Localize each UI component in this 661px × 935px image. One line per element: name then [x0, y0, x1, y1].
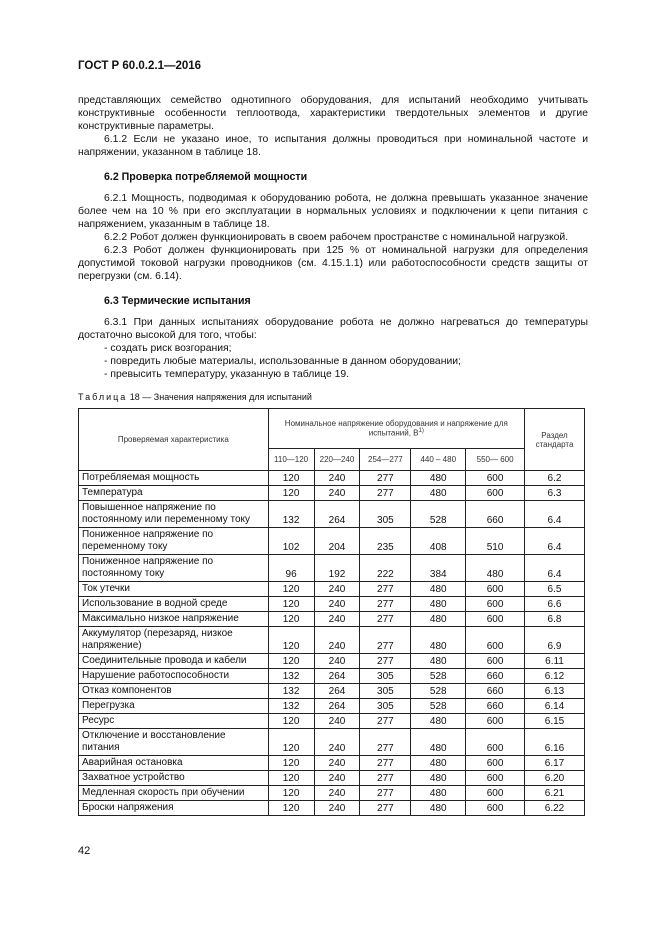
voltage-cell: 240 [314, 756, 360, 771]
voltage-cell: 120 [268, 627, 314, 654]
row-label: Температура [79, 486, 269, 501]
voltage-cell: 600 [466, 756, 525, 771]
section-cell: 6.4 [525, 528, 585, 555]
voltage-cell: 480 [411, 471, 466, 486]
voltage-cell: 305 [360, 699, 411, 714]
section-cell: 6.22 [525, 801, 585, 816]
table-row [79, 471, 585, 486]
voltage-cell: 600 [466, 597, 525, 612]
voltage-cell: 384 [411, 555, 466, 582]
voltage-cell: 480 [411, 612, 466, 627]
paragraph: 6.2.3 Робот должен функционировать при 125 % от номинальной нагрузки для определения допустимой токовой нагрузки проводников (см. 4.15.1.1) или работоспособности средств защиты от перегрузки (см. 6.14). [78, 245, 588, 282]
section-cell: 6.4 [525, 501, 585, 528]
section-cell: 6.15 [525, 714, 585, 729]
voltage-cell: 132 [268, 669, 314, 684]
voltage-cell: 120 [268, 729, 314, 756]
voltage-cell: 235 [360, 528, 411, 555]
voltage-cell: 600 [466, 771, 525, 786]
voltage-cell: 480 [411, 486, 466, 501]
voltage-cell: 120 [268, 612, 314, 627]
voltage-cell: 240 [314, 612, 360, 627]
voltage-cell: 277 [360, 471, 411, 486]
voltage-cell: 264 [314, 501, 360, 528]
voltage-cell: 277 [360, 756, 411, 771]
voltage-cell: 600 [466, 612, 525, 627]
row-label: Отказ компонентов [79, 684, 269, 699]
section-cell: 6.8 [525, 612, 585, 627]
voltage-cell: 240 [314, 627, 360, 654]
table-row [79, 486, 585, 501]
voltage-cell: 660 [466, 501, 525, 528]
section-cell: 6.5 [525, 582, 585, 597]
header-range: 254—277 [360, 449, 411, 471]
row-label: Соединительные провода и кабели [79, 654, 269, 669]
voltage-cell: 600 [466, 654, 525, 669]
voltage-cell: 120 [268, 597, 314, 612]
row-label: Потребляемая мощность [79, 471, 269, 486]
row-label: Пониженное напряжение по переменному току [79, 528, 269, 555]
voltage-cell: 240 [314, 471, 360, 486]
voltage-cell: 480 [411, 714, 466, 729]
header-section: Раздел стандарта [525, 409, 585, 471]
row-label: Пониженное напряжение по постоянному току [79, 555, 269, 582]
voltage-cell: 600 [466, 729, 525, 756]
voltage-cell: 120 [268, 486, 314, 501]
voltage-cell: 264 [314, 684, 360, 699]
paragraph: 6.1.2 Если не указано иное, то испытания должны проводиться при номинальной частоте и напряжении, указанном в таблице 18. [78, 134, 588, 158]
voltage-cell: 510 [466, 528, 525, 555]
voltage-cell: 277 [360, 486, 411, 501]
voltage-cell: 120 [268, 801, 314, 816]
table-row [79, 555, 585, 582]
section-cell: 6.11 [525, 654, 585, 669]
header-characteristic: Проверяемая характеристика [79, 409, 269, 471]
row-label: Отключение и восстановление питания [79, 729, 269, 756]
voltage-cell: 600 [466, 471, 525, 486]
voltage-cell: 480 [466, 555, 525, 582]
voltage-cell: 120 [268, 654, 314, 669]
voltage-cell: 120 [268, 582, 314, 597]
paragraph: 6.2.2 Робот должен функционировать в своем рабочем пространстве с номинальной нагрузкой. [104, 232, 569, 243]
voltage-cell: 480 [411, 582, 466, 597]
voltage-cell: 480 [411, 786, 466, 801]
voltage-cell: 528 [411, 699, 466, 714]
voltage-cell: 240 [314, 714, 360, 729]
voltage-cell: 240 [314, 486, 360, 501]
section-cell: 6.6 [525, 597, 585, 612]
header-range: 440 – 480 [411, 449, 466, 471]
row-label: Нарушение работоспособности [79, 669, 269, 684]
voltage-cell: 132 [268, 684, 314, 699]
row-label: Аккумулятор (перезаряд, низкое напряжение) [79, 627, 269, 654]
paragraph: представляющих семейство однотипного оборудования, для испытаний необходимо учитывать конструктивные особенности теплоотвода, характеристики твердотельных элементов и другие конструктивные параметры. [78, 95, 588, 132]
voltage-cell: 480 [411, 771, 466, 786]
header-range: 220—240 [314, 449, 360, 471]
table-row [79, 684, 585, 699]
voltage-cell: 240 [314, 582, 360, 597]
paragraph: 6.2.1 Мощность, подводимая к оборудованию робота, не должна превышать указанное значение более чем на 10 % при его эксплуатации в нормальных условиях и подключении к цепи питания с напряжением, указанным в таблице 18. [78, 193, 588, 230]
header-range: 110—120 [268, 449, 314, 471]
voltage-cell: 277 [360, 729, 411, 756]
caption-text: 18 — Значения напряжения для испытаний [127, 392, 312, 402]
table-caption [78, 391, 588, 404]
voltage-cell: 132 [268, 699, 314, 714]
row-label: Броски напряжения [79, 801, 269, 816]
voltage-cell: 600 [466, 486, 525, 501]
row-label: Использование в водной среде [79, 597, 269, 612]
voltage-cell: 600 [466, 582, 525, 597]
page-number: 42 [78, 845, 91, 857]
voltage-cell: 277 [360, 612, 411, 627]
caption-word: Таблица [78, 392, 128, 402]
voltage-cell: 277 [360, 654, 411, 669]
list-item: - повредить любые материалы, использованные в данном оборудовании; [104, 356, 461, 367]
header-range: 550— 600 [466, 449, 525, 471]
table-row [79, 582, 585, 597]
voltage-cell: 96 [268, 555, 314, 582]
section-cell: 6.16 [525, 729, 585, 756]
voltage-cell: 480 [411, 801, 466, 816]
voltage-cell: 305 [360, 501, 411, 528]
voltage-cell: 480 [411, 627, 466, 654]
row-label: Захватное устройство [79, 771, 269, 786]
table-row [79, 756, 585, 771]
row-label: Повышенное напряжение по постоянному или переменному току [79, 501, 269, 528]
voltage-cell: 192 [314, 555, 360, 582]
voltage-cell: 102 [268, 528, 314, 555]
header-nominal-voltage: Номинальное напряжение оборудования и напряжение для испытаний, $В^{1)}$ [268, 409, 524, 449]
document-header: ГОСТ Р 60.0.2.1—2016 [78, 60, 202, 72]
table-row [79, 699, 585, 714]
voltage-cell: 277 [360, 627, 411, 654]
voltage-cell: 277 [360, 801, 411, 816]
row-label: Ресурс [79, 714, 269, 729]
list-item: - создать риск возгорания; [104, 343, 232, 354]
section-cell: 6.3 [525, 486, 585, 501]
voltage-cell: 120 [268, 714, 314, 729]
section-cell: 6.21 [525, 786, 585, 801]
voltage-cell: 480 [411, 654, 466, 669]
table-row [79, 669, 585, 684]
voltage-cell: 277 [360, 771, 411, 786]
list-item: - превысить температуру, указанную в таблице 19. [104, 369, 350, 380]
row-label: Аварийная остановка [79, 756, 269, 771]
voltage-cell: 277 [360, 786, 411, 801]
voltage-cell: 240 [314, 729, 360, 756]
voltage-cell: 528 [411, 501, 466, 528]
voltage-cell: 264 [314, 669, 360, 684]
voltage-cell: 660 [466, 669, 525, 684]
voltage-cell: 277 [360, 582, 411, 597]
section-heading: 6.2 Проверка потребляемой мощности [104, 171, 308, 183]
voltage-cell: 132 [268, 501, 314, 528]
voltage-cell: 600 [466, 786, 525, 801]
row-label: Ток утечки [79, 582, 269, 597]
voltage-table [78, 408, 585, 816]
voltage-cell: 528 [411, 669, 466, 684]
voltage-cell: 204 [314, 528, 360, 555]
voltage-cell: 120 [268, 771, 314, 786]
table-row [79, 627, 585, 654]
row-label: Медленная скорость при обучении [79, 786, 269, 801]
voltage-cell: 528 [411, 684, 466, 699]
voltage-cell: 240 [314, 597, 360, 612]
table-row [79, 528, 585, 555]
table-row [79, 714, 585, 729]
paragraph: 6.3.1 При данных испытаниях оборудование робота не должно нагреваться до температуры достаточно высокой для того, чтобы: [78, 317, 588, 341]
section-cell: 6.13 [525, 684, 585, 699]
voltage-cell: 222 [360, 555, 411, 582]
section-heading: 6.3 Термические испытания [104, 295, 251, 307]
table-row [79, 654, 585, 669]
voltage-cell: 408 [411, 528, 466, 555]
voltage-cell: 480 [411, 756, 466, 771]
voltage-cell: 305 [360, 684, 411, 699]
voltage-cell: 600 [466, 714, 525, 729]
table-row [79, 771, 585, 786]
voltage-cell: 240 [314, 801, 360, 816]
table-row [79, 729, 585, 756]
voltage-cell: 277 [360, 714, 411, 729]
voltage-cell: 240 [314, 654, 360, 669]
voltage-cell: 120 [268, 786, 314, 801]
voltage-cell: 240 [314, 786, 360, 801]
voltage-cell: 600 [466, 801, 525, 816]
voltage-cell: 277 [360, 597, 411, 612]
table-row [79, 801, 585, 816]
row-label: Перегрузка [79, 699, 269, 714]
voltage-cell: 600 [466, 627, 525, 654]
section-cell: 6.20 [525, 771, 585, 786]
voltage-cell: 305 [360, 669, 411, 684]
section-cell: 6.17 [525, 756, 585, 771]
voltage-cell: 480 [411, 597, 466, 612]
voltage-cell: 660 [466, 684, 525, 699]
document-body [78, 94, 588, 404]
table-row [79, 597, 585, 612]
voltage-cell: 120 [268, 756, 314, 771]
table-row [79, 501, 585, 528]
row-label: Максимально низкое напряжение [79, 612, 269, 627]
voltage-cell: 120 [268, 471, 314, 486]
section-cell: 6.14 [525, 699, 585, 714]
section-cell: 6.12 [525, 669, 585, 684]
section-cell: 6.4 [525, 555, 585, 582]
voltage-cell: 240 [314, 771, 360, 786]
table-row [79, 786, 585, 801]
table-row [79, 612, 585, 627]
voltage-cell: 660 [466, 699, 525, 714]
voltage-cell: 480 [411, 729, 466, 756]
voltage-cell: 264 [314, 699, 360, 714]
section-cell: 6.9 [525, 627, 585, 654]
section-cell: 6.2 [525, 471, 585, 486]
